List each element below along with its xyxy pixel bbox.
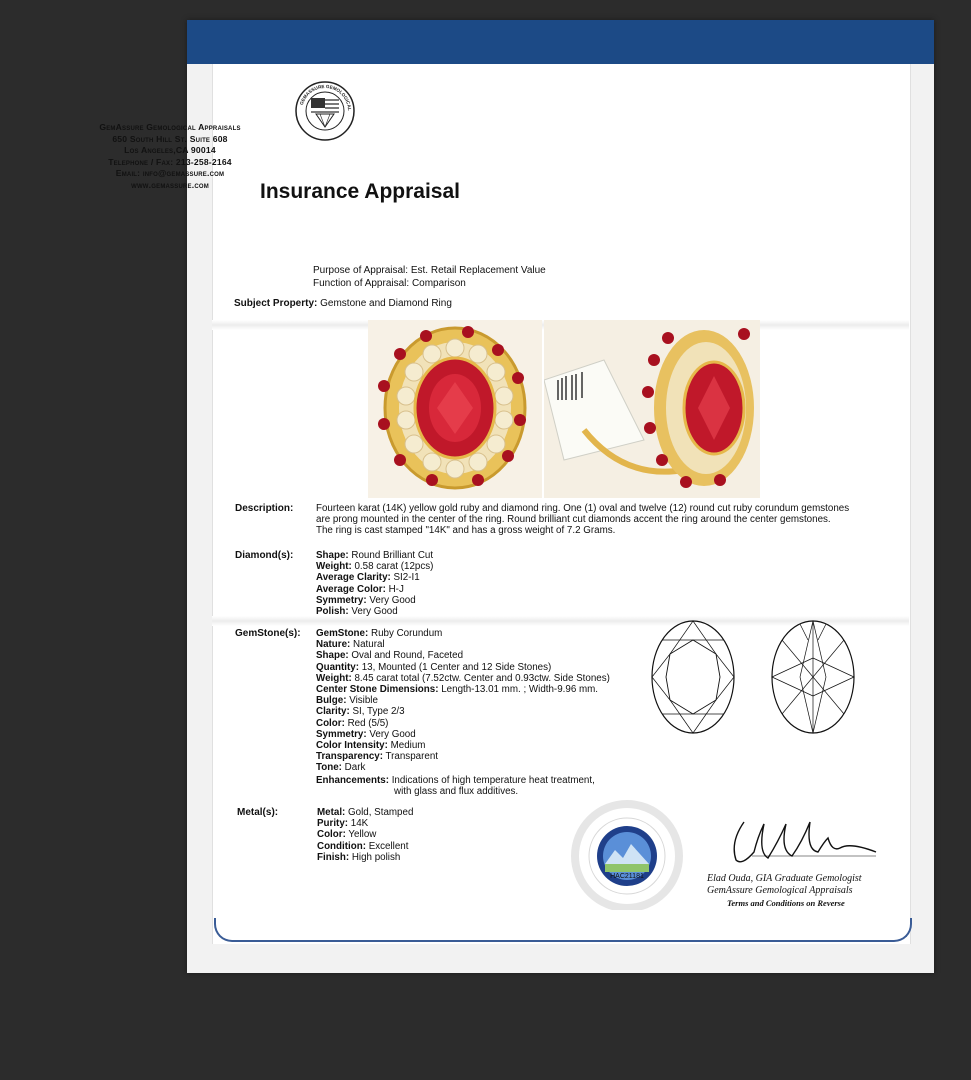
company-address: 650 South Hill St. Suite 608 (112, 133, 228, 144)
signature-icon (728, 812, 878, 868)
metal-field: Finish: High polish (317, 851, 401, 863)
gem-field: Enhancements: Indications of high temperature heat treatment, (316, 774, 595, 786)
hologram-seal-icon (565, 800, 689, 910)
gem-field: Center Stone Dimensions: Length-13.01 mm. ; Width-9.96 mm. (316, 684, 599, 696)
description-line: The ring is cast stamped "14K" and has a gross weight of 7.2 Grams. (316, 525, 616, 537)
metal-field: Color: Yellow (317, 829, 377, 841)
subject-value: Gemstone and Diamond Ring (320, 298, 452, 309)
description-line: Fourteen karat (14K) yellow gold ruby and diamond ring. One (1) oval and twelve (12) round cut ruby corundum gemstones (316, 503, 850, 514)
gem-field: Weight: 8.45 carat total (7.52ctw. Center and 0.93ctw. Side Stones) (316, 672, 610, 684)
metal-field: Condition: Excellent (317, 840, 409, 852)
hologram-code: HAC21181 (610, 873, 644, 880)
company-city: Los Angeles,CA 90014 (124, 145, 216, 155)
metal-field: Purity: 14K (317, 818, 369, 830)
company-email: Email: info@gemassure.com (115, 168, 225, 178)
company-website: www.gemassure.com (131, 179, 209, 190)
diamonds-fields (316, 550, 433, 617)
terms-link[interactable]: Terms and Conditions on Reverse (727, 898, 845, 908)
gemstones-label: GemStone(s): (235, 628, 301, 639)
diamond-field: Weight: 0.58 carat (12pcs) (316, 561, 434, 573)
gem-field: Color Intensity: Medium (316, 740, 426, 752)
metals-fields (317, 807, 413, 863)
gem-field: Shape: Oval and Round, Faceted (316, 650, 464, 662)
diamond-field: Polish: Very Good (316, 606, 398, 618)
gem-field: Clarity: SI, Type 2/3 (316, 706, 405, 718)
oval-crown-diagram-icon (650, 618, 736, 736)
signature-block (707, 873, 862, 909)
gem-field: Tone: Dark (316, 762, 366, 774)
diamond-field: Average Color: H-J (316, 583, 404, 595)
header-bar (187, 20, 934, 64)
sheet-bottom-border (214, 918, 912, 942)
gemassure-seal-icon (294, 80, 356, 142)
company-phone: Telephone / Fax: 213-258-2164 (108, 156, 232, 167)
page-title: Insurance Appraisal (260, 180, 460, 203)
gem-field: GemStone: Ruby Corundum (316, 628, 443, 639)
subject-property (234, 298, 452, 309)
company-name: GemAssure Gemological Appraisals (99, 122, 241, 132)
redacted-box (798, 252, 878, 268)
oval-pavilion-diagram-icon (770, 618, 856, 736)
redacted-box (233, 871, 445, 889)
description-text (316, 503, 876, 537)
purpose-text: Purpose of Appraisal: Est. Retail Replacement Value (313, 265, 546, 276)
gem-field: Quantity: 13, Mounted (1 Center and 12 Side Stones) (316, 661, 552, 673)
gem-field: Symmetry: Very Good (316, 728, 416, 740)
appraiser-org: GemAssure Gemological Appraisals (707, 885, 853, 896)
description-label: Description: (235, 503, 294, 514)
subject-label: Subject Property: (234, 298, 318, 309)
description-line: are prong mounted in the center of the ring. Round brilliant cut diamonds accent the ring around the center gemstones. (316, 514, 831, 526)
svg-text:GEMASSURE GEMOLOGICAL APPRAISA: GEMASSURE GEMOLOGICAL (298, 83, 353, 111)
appraiser-name: Elad Ouda, GIA Graduate Gemologist (707, 873, 862, 884)
gem-field-continued: with glass and flux additives. (394, 785, 519, 797)
gemstones-fields (316, 628, 610, 797)
redacted-box (516, 228, 594, 256)
diamond-field: Symmetry: Very Good (316, 594, 416, 606)
diamond-field: Average Clarity: SI2-I1 (316, 572, 420, 584)
function-text: Function of Appraisal: Comparison (313, 278, 466, 289)
gem-field: Bulge: Visible (316, 695, 378, 707)
ring-photo-side (544, 320, 760, 498)
gem-field: Nature: Natural (316, 639, 385, 651)
diamonds-label: Diamond(s): (235, 550, 294, 561)
ring-photo-front (368, 320, 542, 498)
metal-field: Metal: Gold, Stamped (317, 807, 414, 818)
gem-field: Color: Red (5/5) (316, 717, 389, 729)
gem-field: Transparency: Transparent (316, 751, 438, 763)
diamond-field: Shape: Round Brilliant Cut (316, 550, 434, 561)
metals-label: Metal(s): (237, 807, 279, 818)
